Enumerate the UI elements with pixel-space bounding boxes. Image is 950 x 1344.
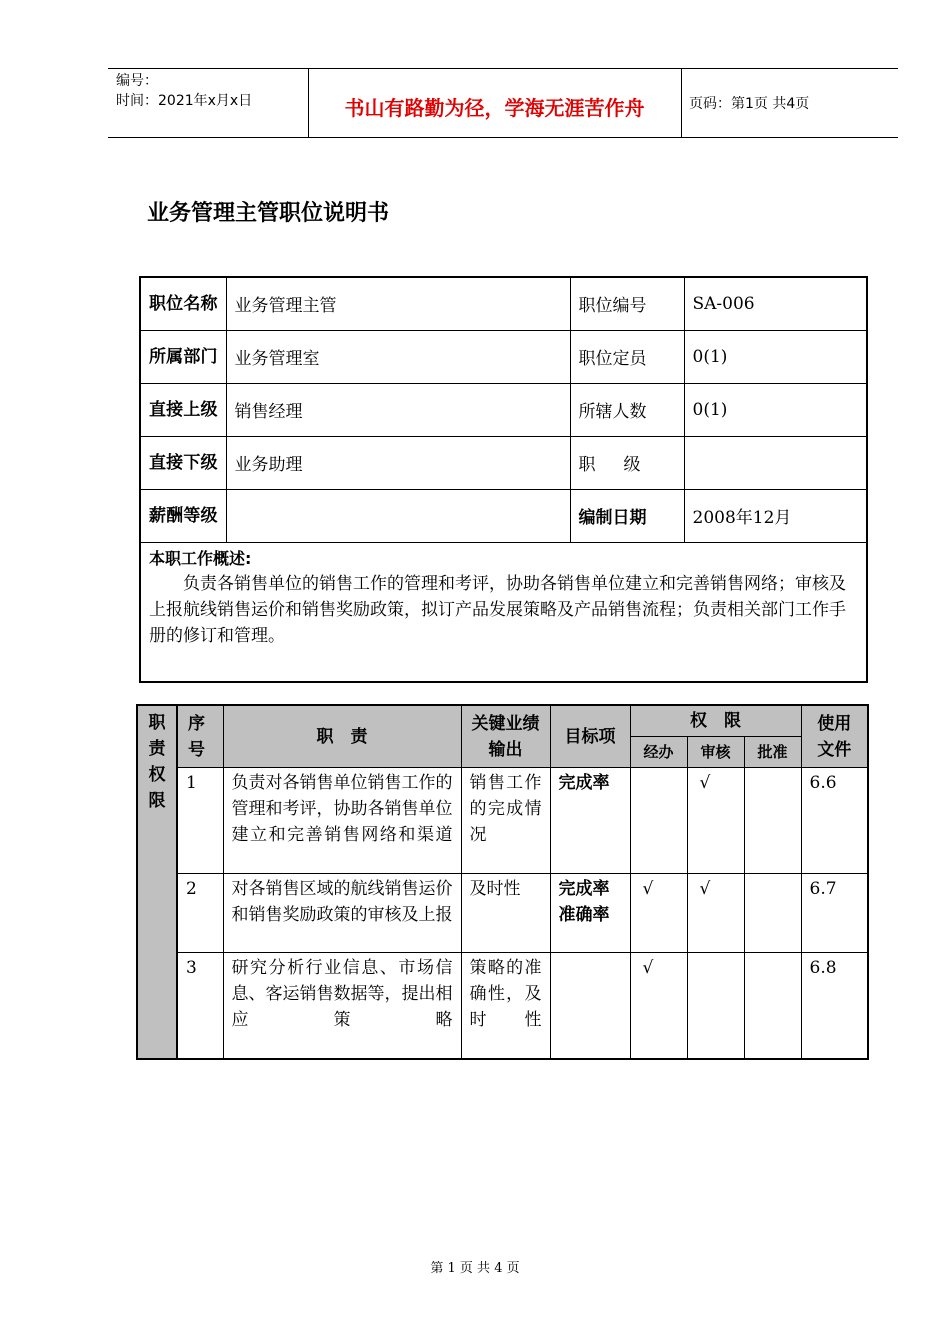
info-value-2: 2008年12月 [684,489,867,542]
header-docs: 使用文件 [801,705,868,768]
duty-row [137,874,868,953]
duty-approve [744,768,801,874]
duty-handle: √ [630,953,687,1059]
duty-target: 完成率 [550,768,630,874]
info-value-2: 0(1) [684,383,867,436]
duty-target [550,953,630,1059]
header-page-info: 页码：第1页 共4页 [689,96,810,112]
header-meta-cell [108,69,309,137]
document-time-label: 时间：2021年x月x日 [116,93,253,109]
info-row [140,277,867,330]
duty-text: 对各销售区域的航线销售运价和销售奖励政策的审核及上报 [223,874,461,953]
info-value-2: SA-006 [684,277,867,330]
header-review: 审核 [687,737,744,768]
duty-seq: 2 [177,874,223,953]
duty-text: 负责对各销售单位销售工作的管理和考评，协助各销售单位建立和完善销售网络和渠道 [223,768,461,874]
info-label-2: 所辖人数 [570,383,684,436]
duty-output: 销售工作的完成情况 [461,768,550,874]
duty-row [137,953,868,1059]
info-value: 销售经理 [226,383,570,436]
duty-output: 策略的准确性，及时性 [461,953,550,1059]
info-value-2 [684,436,867,489]
info-value: 业务管理主管 [226,277,570,330]
info-row [140,489,867,542]
duty-review [687,953,744,1059]
info-label: 直接上级 [140,383,226,436]
header-output: 关键业绩输出 [461,705,550,768]
info-label-2: 职位编号 [570,277,684,330]
duty-approve [744,953,801,1059]
header-approve: 批准 [744,737,801,768]
duties-header-row [137,705,868,737]
duty-text: 研究分析行业信息、市场信息、客运销售数据等，提出相应策略 [223,953,461,1059]
duty-output: 及时性 [461,874,550,953]
position-info-table [139,276,868,683]
summary-label: 本职工作概述: [149,548,252,568]
info-value [226,489,570,542]
info-row [140,436,867,489]
info-label-2: 职级 [570,436,684,489]
duty-handle: √ [630,874,687,953]
duties-side-label: 职责权限 [137,705,177,1059]
duty-review: √ [687,874,744,953]
duty-handle [630,768,687,874]
duty-seq: 1 [177,768,223,874]
info-label: 直接下级 [140,436,226,489]
page-header [108,68,898,138]
header-page-cell [681,69,898,137]
header-motto-cell [308,69,682,137]
header-authority: 权 限 [630,705,801,737]
summary-text: 负责各销售单位的销售工作的管理和考评，协助各销售单位建立和完善销售网络；审核及上报航线销售运价和销售奖励政策，拟订产品发展策略及产品销售流程；负责相关部门工作手册的修订和管理。 [149,573,846,646]
duty-docs: 6.8 [801,953,868,1059]
info-row [140,330,867,383]
duty-docs: 6.7 [801,874,868,953]
info-value: 业务助理 [226,436,570,489]
header-handle: 经办 [630,737,687,768]
summary-cell [140,542,867,682]
info-value-2: 0(1) [684,330,867,383]
document-number-label: 编号： [116,73,158,89]
duties-table [136,704,869,1060]
duty-docs: 6.6 [801,768,868,874]
info-label: 薪酬等级 [140,489,226,542]
header-target: 目标项 [550,705,630,768]
duty-approve [744,874,801,953]
duty-review: √ [687,768,744,874]
header-seq: 序号 [177,705,223,768]
info-label: 所属部门 [140,330,226,383]
duty-row [137,768,868,874]
page-footer: 第 1 页 共 4 页 [430,1261,520,1276]
duty-seq: 3 [177,953,223,1059]
header-motto: 书山有路勤为径，学海无涯苦作舟 [344,96,645,120]
info-label: 职位名称 [140,277,226,330]
info-label-2: 职位定员 [570,330,684,383]
info-value: 业务管理室 [226,330,570,383]
header-duty: 职 责 [223,705,461,768]
info-label-2: 编制日期 [570,489,684,542]
document-title: 业务管理主管职位说明书 [147,201,390,226]
duty-target: 完成率准确率 [550,874,630,953]
info-row [140,383,867,436]
summary-row [140,542,867,682]
